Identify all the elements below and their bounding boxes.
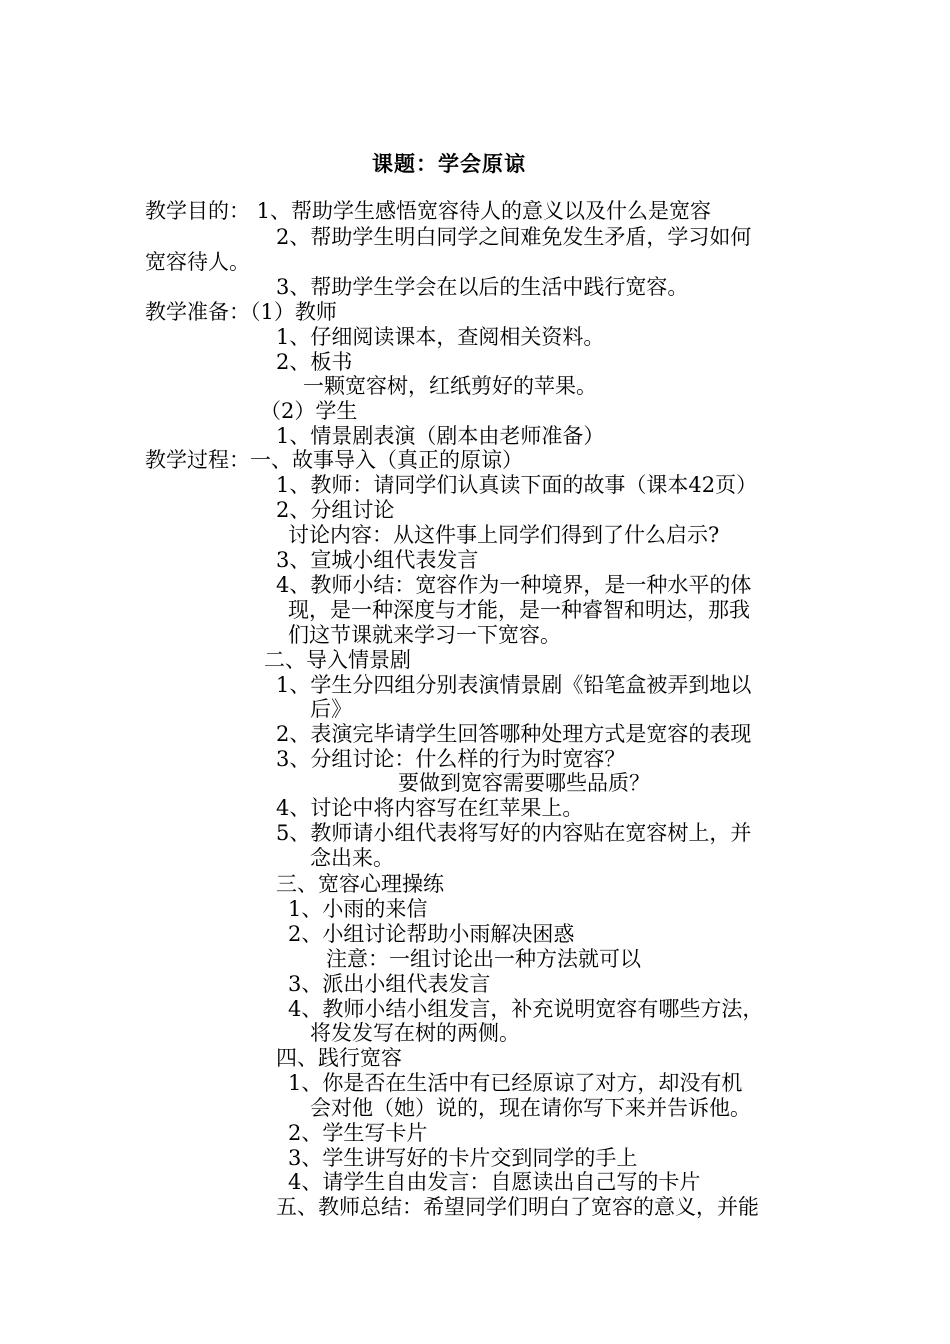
text-line: 3、分组讨论：什么样的行为时宽容？ (276, 747, 626, 771)
text-line: 3、学生讲写好的卡片交到同学的手上 (288, 1146, 638, 1170)
text-line: 们这节课就来学习一下宽容。 (288, 623, 561, 647)
text-line: 4、请学生自由发言：自愿读出自己写的卡片 (288, 1170, 701, 1194)
text-line: 会对他（她）说的，现在请你写下来并告诉他。 (310, 1096, 751, 1120)
text-line: 教学目的： 1、帮助学生感悟宽容待人的意义以及什么是宽容 (145, 199, 712, 223)
text-line: 4、讨论中将内容写在红苹果上。 (276, 796, 584, 820)
text-line: 4、教师小结小组发言，补充说明宽容有哪些方法， (288, 997, 764, 1021)
text-line: 1、仔细阅读课本，查阅相关资料。 (276, 325, 605, 349)
text-line: 2、板书 (276, 350, 353, 374)
text-line: 三、宽容心理操练 (276, 872, 444, 896)
document-title: 课题：学会原谅 (372, 152, 526, 176)
text-line: 讨论内容：从这件事上同学们得到了什么启示? (288, 523, 720, 547)
text-line: 2、分组讨论 (276, 498, 395, 522)
text-line: 要做到宽容需要哪些品质？ (398, 771, 650, 795)
text-line: 现，是一种深度与才能，是一种睿智和明达，那我 (288, 598, 750, 622)
text-line: 3、帮助学生学会在以后的生活中践行宽容。 (276, 275, 689, 299)
text-line: 1、教师：请同学们认真读下面的故事（课本42页） (276, 473, 758, 497)
text-line: 2、学生写卡片 (288, 1121, 428, 1145)
text-line: 1、学生分四组分别表演情景剧《铅笔盒被弄到地以 (276, 673, 752, 697)
text-line: 注意：一组讨论出一种方法就可以 (326, 947, 641, 971)
text-line: 四、践行宽容 (276, 1046, 402, 1070)
text-line: 4、教师小结：宽容作为一种境界，是一种水平的体 (276, 573, 752, 597)
text-line: 一颗宽容树，红纸剪好的苹果。 (303, 374, 597, 398)
text-line: 后》 (310, 697, 352, 721)
text-line: 1、小雨的来信 (288, 897, 428, 921)
text-line: 5、教师请小组代表将写好的内容贴在宽容树上，并 (276, 821, 752, 845)
text-line: 2、小组讨论帮助小雨解决困惑 (288, 922, 575, 946)
text-line: 教学过程：一、故事导入（真正的原谅） (145, 448, 523, 472)
text-line: 将发发写在树的两侧。 (310, 1021, 520, 1045)
text-line: 念出来。 (310, 846, 394, 870)
text-line: 1、你是否在生活中有已经原谅了对方，却没有机 (288, 1071, 743, 1095)
text-line: （2）学生 (260, 399, 358, 423)
text-line: 教学准备：（1）教师 (145, 300, 337, 324)
text-line: 宽容待人。 (145, 250, 250, 274)
text-line: 3、宣城小组代表发言 (276, 548, 479, 572)
text-line: 2、帮助学生明白同学之间难免发生矛盾，学习如何 (276, 225, 752, 249)
text-line: 五、教师总结：希望同学们明白了宽容的意义，并能 (276, 1195, 759, 1219)
text-line: 3、派出小组代表发言 (288, 972, 491, 996)
text-line: 二、导入情景剧 (264, 648, 411, 672)
text-line: 2、表演完毕请学生回答哪种处理方式是宽容的表现 (276, 722, 752, 746)
text-line: 1、情景剧表演（剧本由老师准备） (276, 424, 605, 448)
